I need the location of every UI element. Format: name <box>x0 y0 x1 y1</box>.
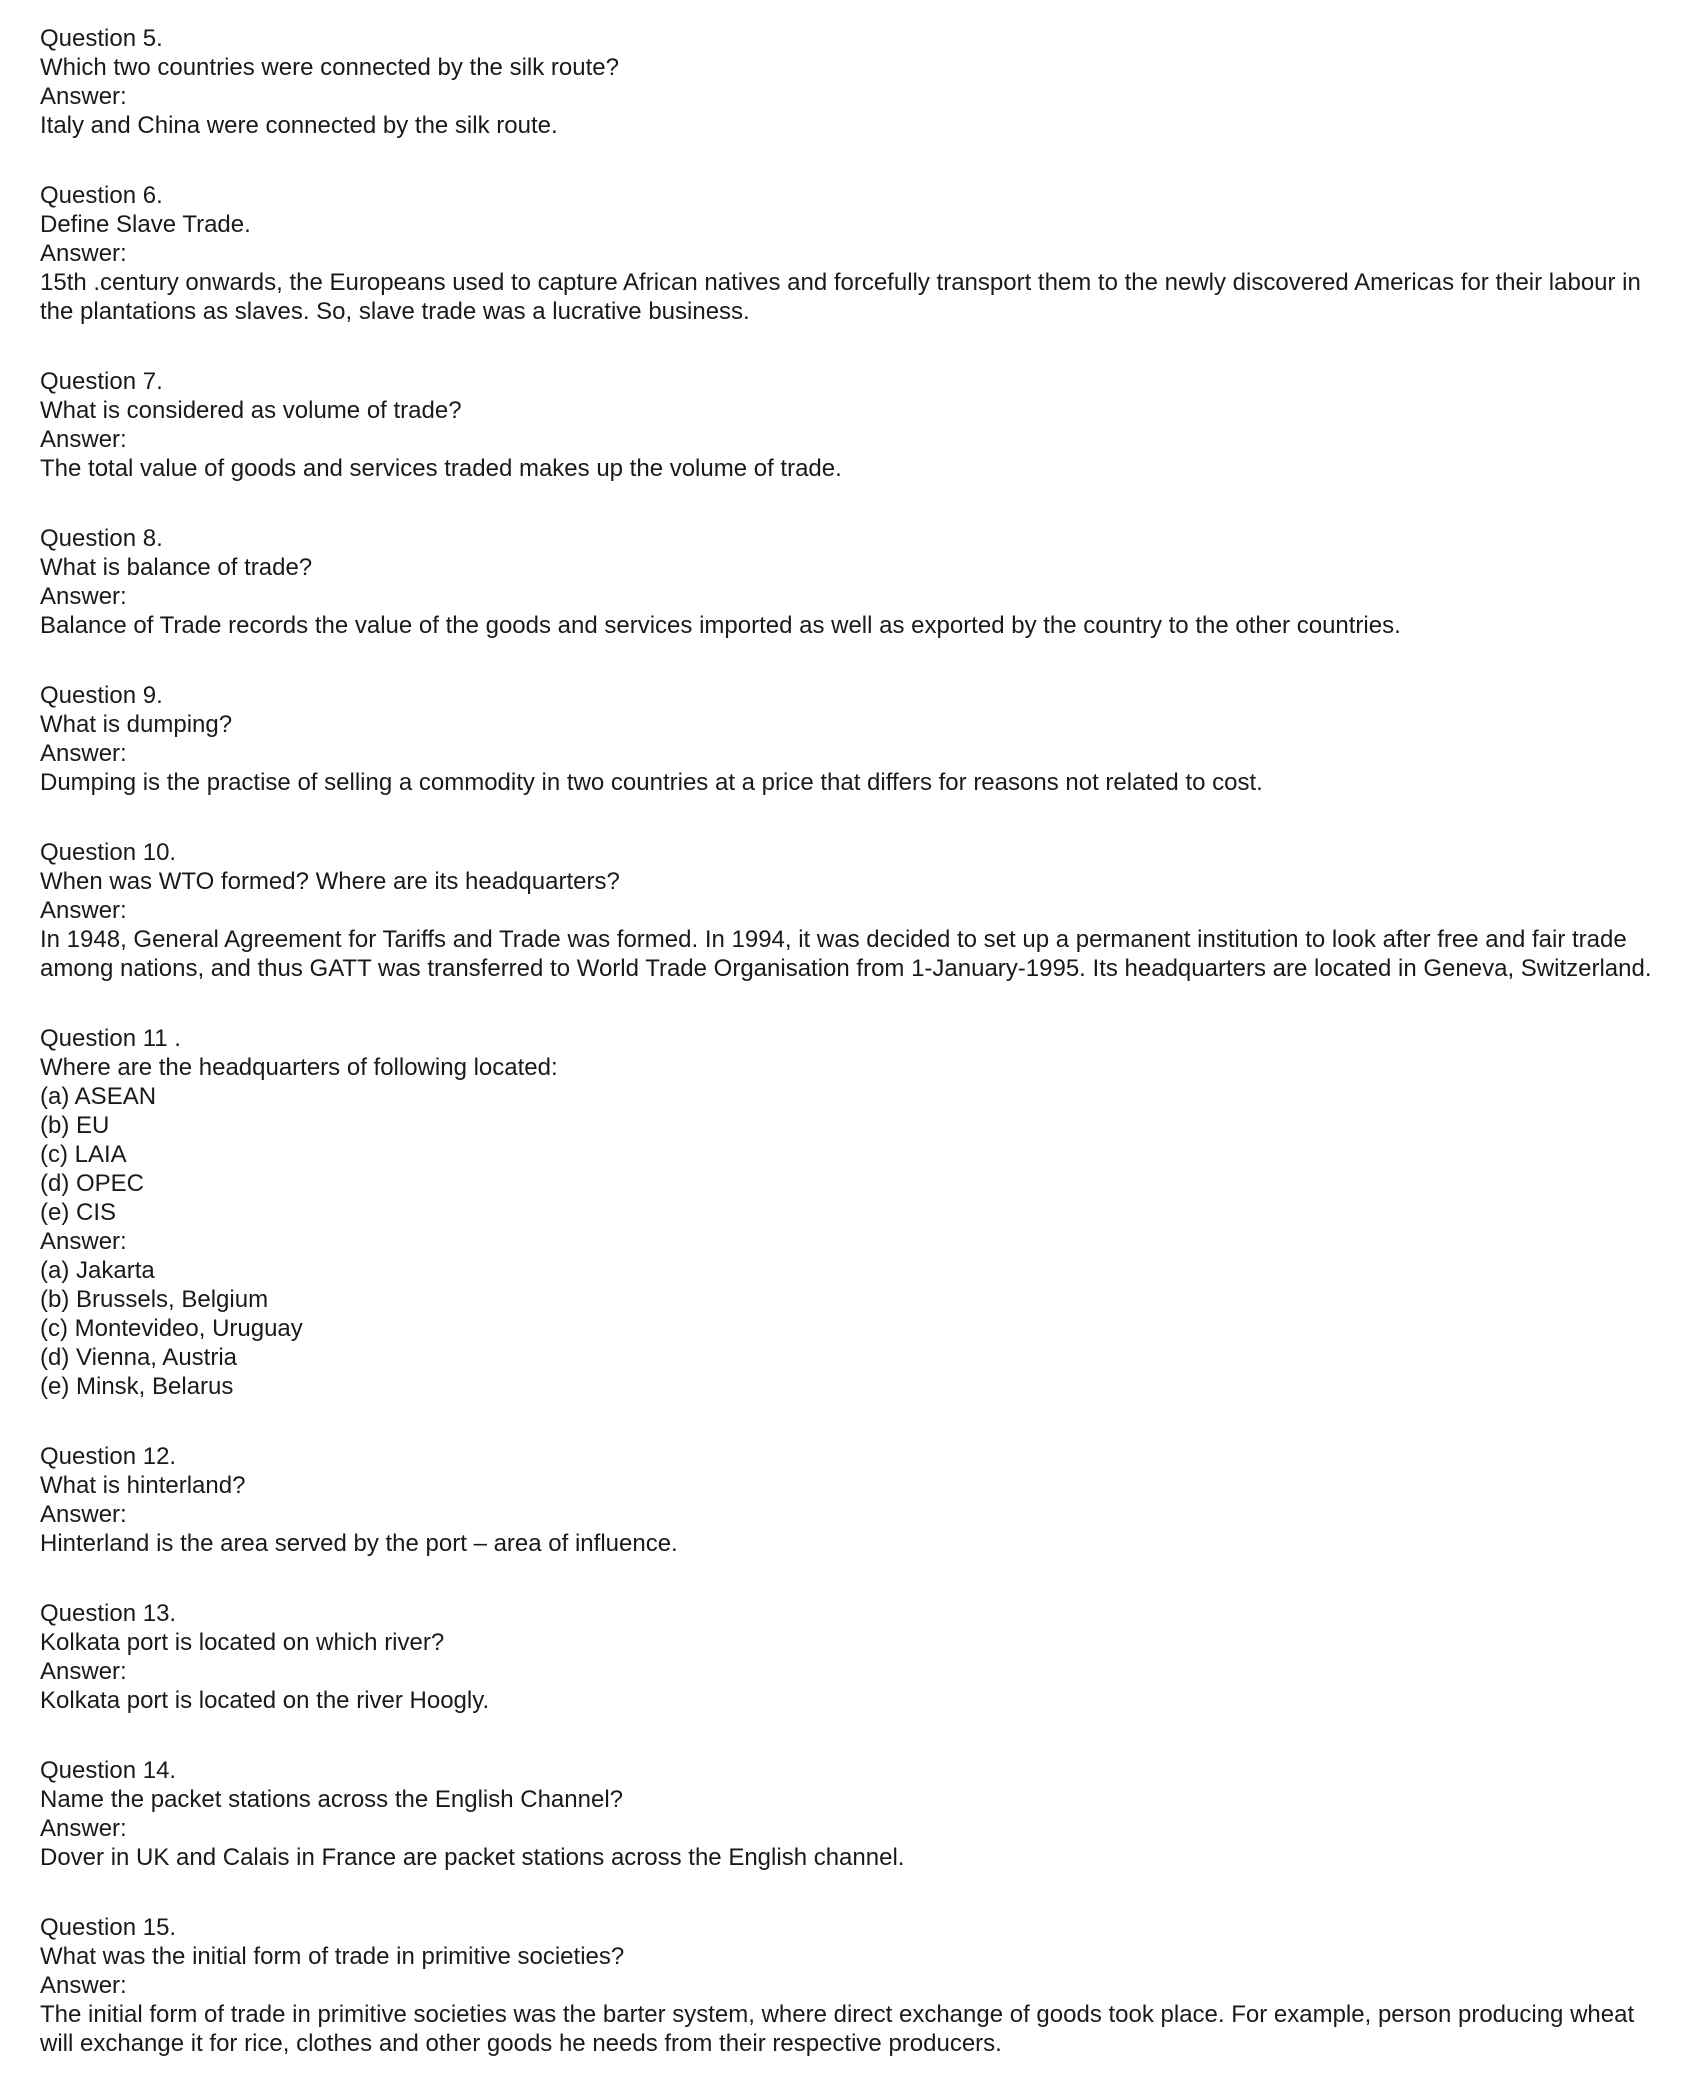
question-text: Which two countries were connected by the silk route? <box>40 54 619 81</box>
answer-text: 15th .century onwards, the Europeans used to capture African natives and forcefully transport them to the newly discovered Americas for their labour in the plantations as slaves. So, slave trade was a lucrative business. <box>40 269 1641 325</box>
option-item: (a) ASEAN <box>40 1083 157 1110</box>
qa-block-q9 <box>40 681 1665 797</box>
question-text: What was the initial form of trade in primitive societies? <box>40 1943 625 1970</box>
answer-item: (a) Jakarta <box>40 1257 155 1284</box>
question-label: Question 15. <box>40 1914 177 1941</box>
answer-item: (b) Brussels, Belgium <box>40 1286 269 1313</box>
qa-block-q15 <box>40 1913 1665 2058</box>
qa-block-q12 <box>40 1442 1665 1558</box>
answer-label: Answer: <box>40 240 127 267</box>
answer-text: Kolkata port is located on the river Hoogly. <box>40 1687 490 1714</box>
question-text: What is hinterland? <box>40 1472 246 1499</box>
qa-block-q14 <box>40 1756 1665 1872</box>
qa-block-q11 <box>40 1024 1665 1401</box>
question-label: Question 10. <box>40 839 177 866</box>
question-label: Question 11 . <box>40 1025 181 1052</box>
answer-item: (e) Minsk, Belarus <box>40 1373 234 1400</box>
question-text: What is balance of trade? <box>40 554 313 581</box>
answer-item: (c) Montevideo, Uruguay <box>40 1315 303 1342</box>
answer-text: Balance of Trade records the value of the goods and services imported as well as exported by the country to the other countries. <box>40 612 1401 639</box>
document-page <box>40 24 1665 2099</box>
answer-label: Answer: <box>40 1658 127 1685</box>
question-label: Question 13. <box>40 1600 177 1627</box>
qa-block-q5 <box>40 24 1665 140</box>
answer-text: Italy and China were connected by the silk route. <box>40 112 558 139</box>
question-label: Question 9. <box>40 682 163 709</box>
qa-block-q13 <box>40 1599 1665 1715</box>
question-text: Name the packet stations across the English Channel? <box>40 1786 623 1813</box>
question-text: When was WTO formed? Where are its headquarters? <box>40 868 620 895</box>
question-label: Question 7. <box>40 368 163 395</box>
answer-text: The total value of goods and services traded makes up the volume of trade. <box>40 455 842 482</box>
answer-text: The initial form of trade in primitive societies was the barter system, where direct exchange of goods took place. For example, person producing wheat will exchange it for rice, clothes and other goods he needs from their respective producers. <box>40 2001 1635 2057</box>
question-text: Kolkata port is located on which river? <box>40 1629 445 1656</box>
answer-item: (d) Vienna, Austria <box>40 1344 238 1371</box>
option-item: (c) LAIA <box>40 1141 127 1168</box>
question-label: Question 6. <box>40 182 163 209</box>
qa-block-q6 <box>40 181 1665 326</box>
question-text: Where are the headquarters of following located: <box>40 1054 558 1081</box>
answer-text: Dover in UK and Calais in France are packet stations across the English channel. <box>40 1844 905 1871</box>
answer-label: Answer: <box>40 1228 127 1255</box>
answer-text: Dumping is the practise of selling a commodity in two countries at a price that differs for reasons not related to cost. <box>40 769 1263 796</box>
qa-block-q8 <box>40 524 1665 640</box>
question-label: Question 12. <box>40 1443 177 1470</box>
option-item: (e) CIS <box>40 1199 117 1226</box>
qa-block-q10 <box>40 838 1665 983</box>
answer-label: Answer: <box>40 897 127 924</box>
answer-label: Answer: <box>40 583 127 610</box>
qa-block-q7 <box>40 367 1665 483</box>
answer-label: Answer: <box>40 740 127 767</box>
question-label: Question 5. <box>40 25 163 52</box>
question-label: Question 8. <box>40 525 163 552</box>
question-label: Question 14. <box>40 1757 177 1784</box>
option-item: (b) EU <box>40 1112 110 1139</box>
answer-label: Answer: <box>40 1501 127 1528</box>
answer-text: Hinterland is the area served by the port – area of influence. <box>40 1530 678 1557</box>
answer-text: In 1948, General Agreement for Tariffs and Trade was formed. In 1994, it was decided to set up a permanent institution to look after free and fair trade among nations, and thus GATT was transferred to World Trade Organisation from 1-January-1995. Its headquarters are located in Geneva, Switzerland. <box>40 926 1652 982</box>
answer-label: Answer: <box>40 426 127 453</box>
answer-label: Answer: <box>40 83 127 110</box>
question-text: Define Slave Trade. <box>40 211 251 238</box>
answer-label: Answer: <box>40 1972 127 1999</box>
question-text: What is considered as volume of trade? <box>40 397 462 424</box>
option-item: (d) OPEC <box>40 1170 145 1197</box>
answer-label: Answer: <box>40 1815 127 1842</box>
question-text: What is dumping? <box>40 711 233 738</box>
